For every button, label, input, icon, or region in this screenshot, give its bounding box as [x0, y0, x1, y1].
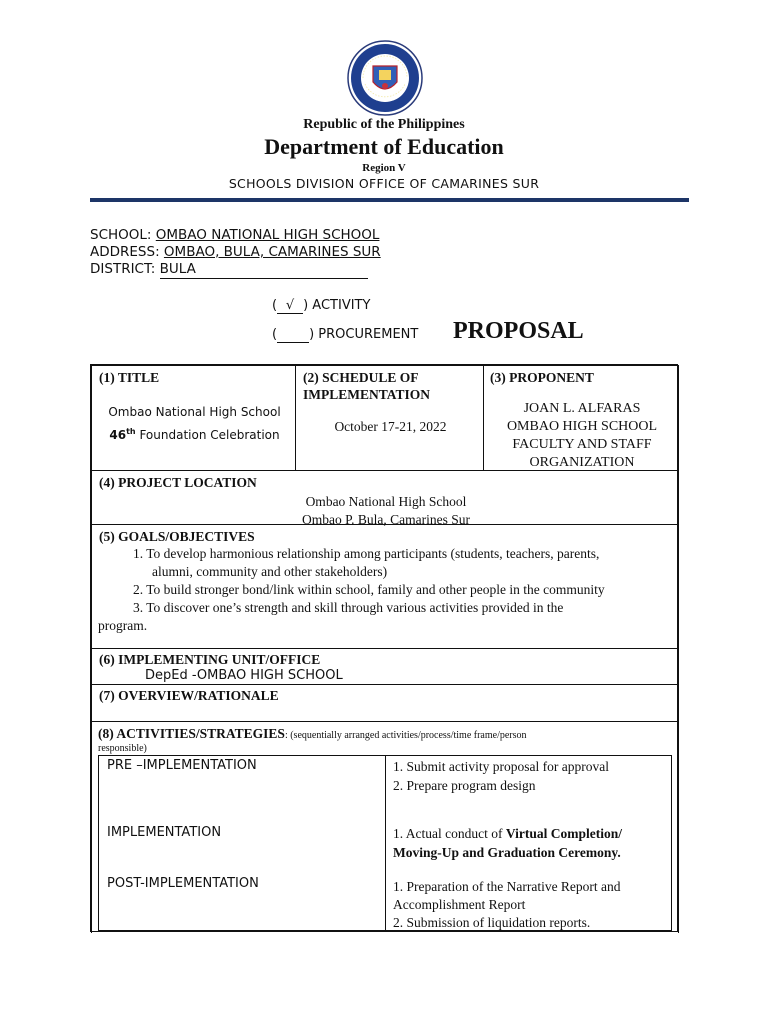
- pre-item-1: 1. Submit activity proposal for approval: [393, 759, 609, 774]
- republic-line: Republic of the Philippines: [303, 117, 465, 132]
- activities-note: : (sequentially arranged activities/process/time frame/person: [284, 730, 527, 741]
- proponent-line: ORGANIZATION: [529, 455, 635, 470]
- proposal-table: [90, 364, 678, 932]
- deped-seal-icon: [347, 40, 423, 116]
- school-line: [90, 227, 379, 244]
- activities-divider: [385, 756, 386, 930]
- district-line: [90, 261, 368, 279]
- goal-1a: 1. To develop harmonious relationship among participants (students, teachers, parents,: [133, 546, 600, 561]
- title-line1: Ombao National High School: [108, 405, 281, 419]
- activities-table: [98, 755, 672, 931]
- title-number: 46: [109, 428, 127, 442]
- activity-label: ACTIVITY: [312, 298, 371, 313]
- impl-bold-2: Moving-Up and Graduation Ceremony.: [393, 845, 621, 860]
- location-header: (4) PROJECT LOCATION: [99, 475, 257, 490]
- unit-cell: [91, 648, 679, 685]
- location-line: Ombao National High School: [305, 494, 467, 509]
- pre-item-2: 2. Prepare program design: [393, 778, 536, 793]
- proponent-line: OMBAO HIGH SCHOOL: [506, 419, 658, 434]
- unit-header: (6) IMPLEMENTING UNIT/OFFICE: [99, 652, 321, 667]
- department-title: Department of Education: [264, 134, 504, 159]
- overview-header: (7) OVERVIEW/RATIONALE: [99, 688, 279, 703]
- school-value: OMBAO NATIONAL HIGH SCHOOL: [155, 227, 380, 243]
- procurement-mark: [277, 327, 309, 343]
- school-label: SCHOOL:: [90, 227, 152, 243]
- goal-3a: 3. To discover one’s strength and skill through various activities provided in the: [133, 600, 564, 615]
- title-cell: [91, 365, 296, 471]
- post-item-1a: 1. Preparation of the Narrative Report and: [393, 879, 621, 894]
- impl-bold-1: Virtual Completion/: [505, 826, 622, 841]
- activities-cell: [91, 721, 679, 933]
- location-cell: [91, 470, 679, 525]
- deped-seal: [347, 40, 423, 116]
- activity-option: ( √ ) ACTIVITY: [272, 298, 371, 313]
- unit-value: DepEd -OMBAO HIGH SCHOOL: [145, 668, 343, 683]
- location-line: Ombao P. Bula, Camarines Sur: [302, 512, 470, 527]
- activities-heading: [98, 725, 527, 743]
- district-label: DISTRICT:: [90, 261, 156, 277]
- goal-2: 2. To build stronger bond/link within school, family and other people in the community: [133, 582, 605, 597]
- proposal-title: PROPOSAL: [453, 318, 584, 344]
- procurement-option: ( ) PROCUREMENT: [272, 327, 419, 342]
- goal-1b: alumni, community and other stakeholders): [152, 564, 388, 579]
- goals-cell: [91, 524, 679, 649]
- overview-cell: [91, 684, 679, 722]
- title-superscript: th: [126, 427, 136, 436]
- goal-3b: program.: [98, 618, 148, 633]
- proponent-header: (3) PROPONENT: [490, 370, 594, 385]
- impl-prefix: 1. Actual conduct of: [393, 826, 506, 841]
- goals-header: (5) GOALS/OBJECTIVES: [99, 529, 255, 544]
- post-item-2: 2. Submission of liquidation reports.: [393, 915, 591, 930]
- schedule-value: October 17-21, 2022: [334, 419, 447, 434]
- title-line2-rest: Foundation Celebration: [135, 428, 280, 442]
- schedule-header: (2) SCHEDULE OF IMPLEMENTATION: [303, 370, 431, 402]
- procurement-label: PROCUREMENT: [318, 327, 419, 342]
- address-line: [90, 244, 381, 261]
- address-value: OMBAO, BULA, CAMARINES SUR: [163, 244, 381, 260]
- phase-pre: PRE –IMPLEMENTATION: [107, 758, 257, 773]
- phase-post: POST-IMPLEMENTATION: [107, 876, 259, 891]
- activities-note-2: responsible): [98, 743, 147, 754]
- title-value: [92, 403, 297, 445]
- district-value: BULA: [160, 261, 368, 279]
- address-label: ADDRESS:: [90, 244, 160, 260]
- region-label: Region V: [362, 162, 406, 174]
- post-item-1b: Accomplishment Report: [393, 897, 526, 912]
- activities-header: (8) ACTIVITIES/STRATEGIES: [98, 726, 285, 741]
- title-header: (1) TITLE: [99, 370, 160, 385]
- header-divider: [90, 198, 689, 202]
- phase-implementation: IMPLEMENTATION: [107, 825, 222, 840]
- schedule-cell: [295, 365, 484, 471]
- impl-item-1: [393, 825, 622, 843]
- proponent-line: FACULTY AND STAFF: [512, 437, 652, 452]
- division-office: SCHOOLS DIVISION OFFICE OF CAMARINES SUR: [228, 176, 540, 191]
- proponent-cell: [483, 365, 679, 471]
- title-line2: [92, 422, 297, 445]
- activity-mark: √: [277, 298, 303, 314]
- proponent-value: [484, 400, 680, 472]
- proponent-line: JOAN L. ALFARAS: [523, 401, 641, 416]
